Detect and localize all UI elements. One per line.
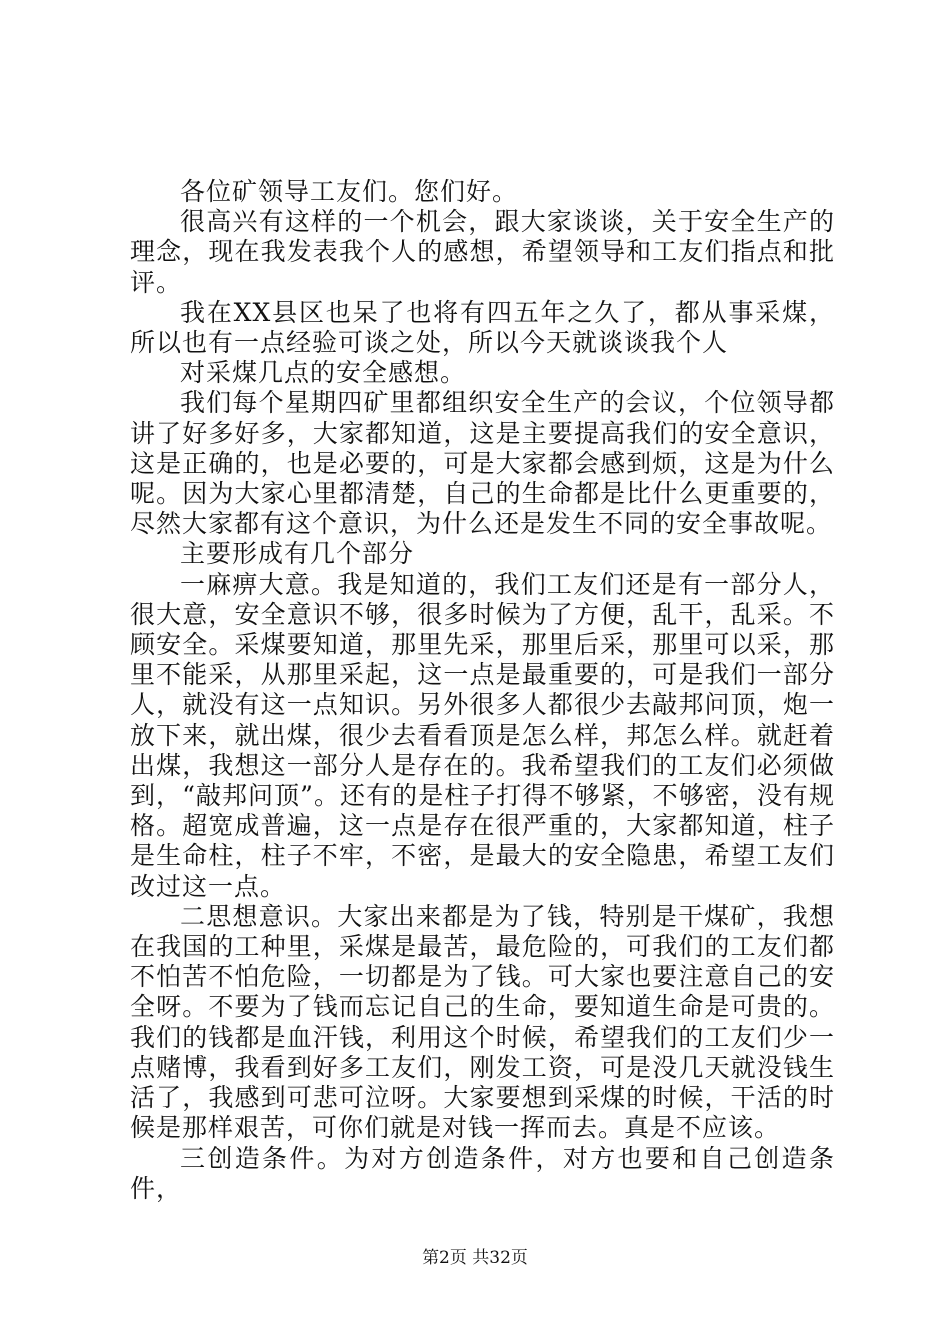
paragraph-mindset: 二思想意识。大家出来都是为了钱，特别是干煤矿，我想在我国的工种里，采煤是最苦，最危险的，可我们的工友们都不怕苦不怕危险，一切都是为了钱。可大家也要注意自己的安全呀。不要为了钱而忘记自己的生命，要知道生命是可贵的。我们的钱都是血汗钱，利用这个时候，希望我们的工友们少一点赌博，我看到好多工友们，刚发工资，可是没几天就没钱生活了，我感到可悲可泣呀。大家要想到采煤的时候，干活的时候是那样艰苦，可你们就是对钱一挥而去。真是不应该。 — [130, 901, 835, 1143]
paragraph-intro: 很高兴有这样的一个机会，跟大家谈谈，关于安全生产的理念，现在我发表我个人的感想，希望领导和工友们指点和批评。 — [130, 207, 835, 297]
paragraph-topic: 对采煤几点的安全感想。 — [180, 358, 467, 388]
paragraph-experience: 我在XX县区也呆了也将有四五年之久了，都从事采煤，所以也有一点经验可谈之处，所以今天就谈谈我个人 — [130, 297, 835, 358]
paragraph-conditions: 三创造条件。为对方创造条件，对方也要和自己创造条件， — [130, 1143, 835, 1203]
paragraph-parts-heading: 主要形成有几个部分 — [180, 539, 415, 569]
page-number-footer: 第2页 共32页 — [422, 1248, 528, 1268]
paragraph-weekly-meeting: 我们每个星期四矿里都组织安全生产的会议，个位领导都讲了好多好多，大家都知道，这是主要提高我们的安全意识，这是正确的，也是必要的，可是大家都会感到烦，这是为什么呢。因为大家心里都清楚，自己的生命都是比什么更重要的，尽然大家都有这个意识，为什么还是发生不同的安全事故呢。 — [130, 388, 835, 539]
paragraph-greeting: 各位矿领导工友们。您们好。 — [180, 177, 519, 206]
document-body — [130, 177, 835, 1204]
paragraph-carelessness: 一麻痹大意。我是知道的，我们工友们还是有一部分人，很大意，安全意识不够，很多时候为了方便，乱干，乱采。不顾安全。采煤要知道，那里先采，那里后采，那里可以采，那里不能采，从那里采起，这一点是最重要的，可是我们一部分人，就没有这一点知识。另外很多人都很少去敲邦问顶，炮一放下来，就出煤，很少去看看顶是怎么样，邦怎么样。就赶着出煤，我想这一部分人是存在的。我希望我们的工友们必须做到，“敲邦问顶”。还有的是柱子打得不够紧，不够密，没有规格。超宽成普遍，这一点是存在很严重的，大家都知道，柱子是生命柱，柱子不牢，不密，是最大的安全隐患，希望工友们改过这一点。 — [130, 569, 835, 901]
